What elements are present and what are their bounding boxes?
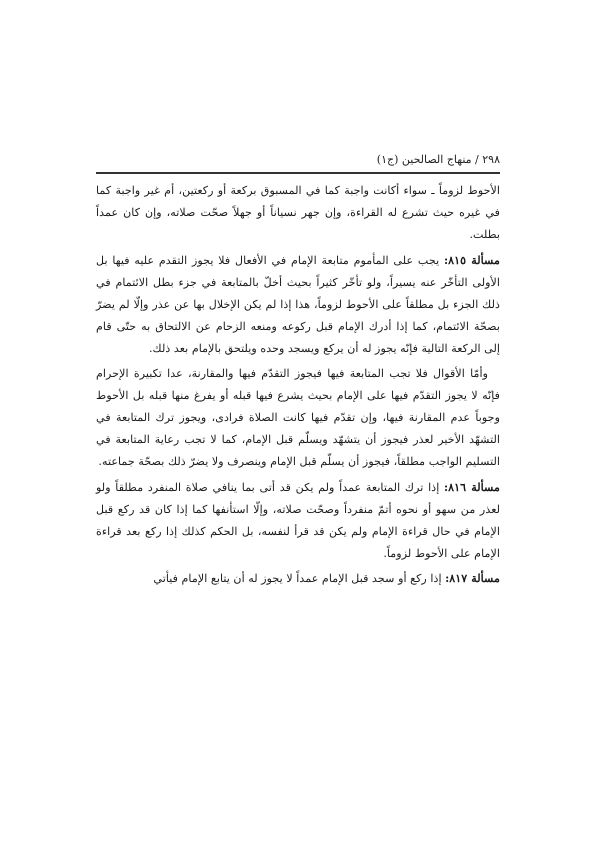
header-rule (96, 172, 500, 174)
paragraph-text: إذا ركع أو سجد قبل الإمام عمداً لا يجوز له أن يتابع الإمام فيأتي (153, 572, 446, 586)
issue-paragraph (96, 249, 500, 361)
header-separator: / (475, 153, 479, 166)
issue-paragraph (96, 476, 500, 566)
paragraph-text: وأمّا الأقوال فلا تجب المتابعة فيها فيجوز التقدّم فيها والمقارنة، عدا تكبيرة الإحرام فإنّه لا يجوز التقدّم فيها على الإمام بحيث يشرع فيها قبله أو يفرغ منها قبله بل الأحوط وجوباً عدم المقارنة فيها، وإن تقدّم فيها كانت الصلاة فرادى، ويجوز ترك المتابعة في التشهّد الأخير لعذر فيجوز أن يتشهّد ويسلّم قبل الإمام، كما لا تجب رعاية المتابعة في التسليم الواجب مطلقاً، فيجوز أن يسلّم قبل الإمام وينصرف ولا يضرّ ذلك بصحّة جماعته. (96, 366, 500, 469)
body-text (96, 180, 500, 591)
paragraph (96, 363, 500, 474)
issue-label: مسألة ٨١٧: (445, 571, 500, 586)
issue-paragraph (96, 567, 500, 590)
book-title: منهاج الصالحين (ج١) (376, 153, 472, 166)
document-page (96, 150, 500, 593)
issue-label: مسألة ٨١٥: (443, 252, 501, 267)
paragraph-text: الأحوط لزوماً ـ سواء أكانت واجبة كما في المسبوق بركعة أو ركعتين، أم غير واجبة كما في غيره حيث تشرع له القراءة، وإن جهر نسياناً أو جهلاً صحّت صلاته، وإن كان عمداً بطلت. (96, 184, 500, 242)
paragraph-text: يجب على المأموم متابعة الإمام في الأفعال فلا يجوز التقدم عليه فيها بل الأولى التأخّر عنه يسيراً، ولو تأخّر كثيراً بحيث أخلّ بالمتابعة في جزء بطل الائتمام في ذلك الجزء بل مطلقاً على الأحوط لزوماً، هذا إذا لم يكن الإخلال بها عن عذر وإلّا لم يضرّ بصحّة الائتمام، كما إذا أدرك الإمام قبل ركوعه ومنعه الزحام عن الالتحاق به حتّى قام إلى الركعة التالية فإنّه يجوز له أن يركع ويسجد وحده ويلتحق بالإمام بعد ذلك. (96, 253, 500, 356)
paragraph-text: إذا ترك المتابعة عمداً ولم يكن قد أتى بما ينافي صلاة المنفرد مطلقاً ولو لعذر من سهو أو نحوه أتمّ منفرداً وصحّت صلاته، وإلّا استأنفها كما إذا كان قد ركع قبل الإمام في حال قراءة الإمام ولم يكن قد قرأ لنفسه، بل الحكم كذلك إذا ركع بعد قراءة الإمام على الأحوط لزوماً. (96, 480, 500, 561)
page-number: ٢٩٨ (482, 153, 500, 166)
issue-label: مسألة ٨١٦: (444, 479, 500, 494)
paragraph (96, 180, 500, 247)
running-header (96, 150, 500, 170)
